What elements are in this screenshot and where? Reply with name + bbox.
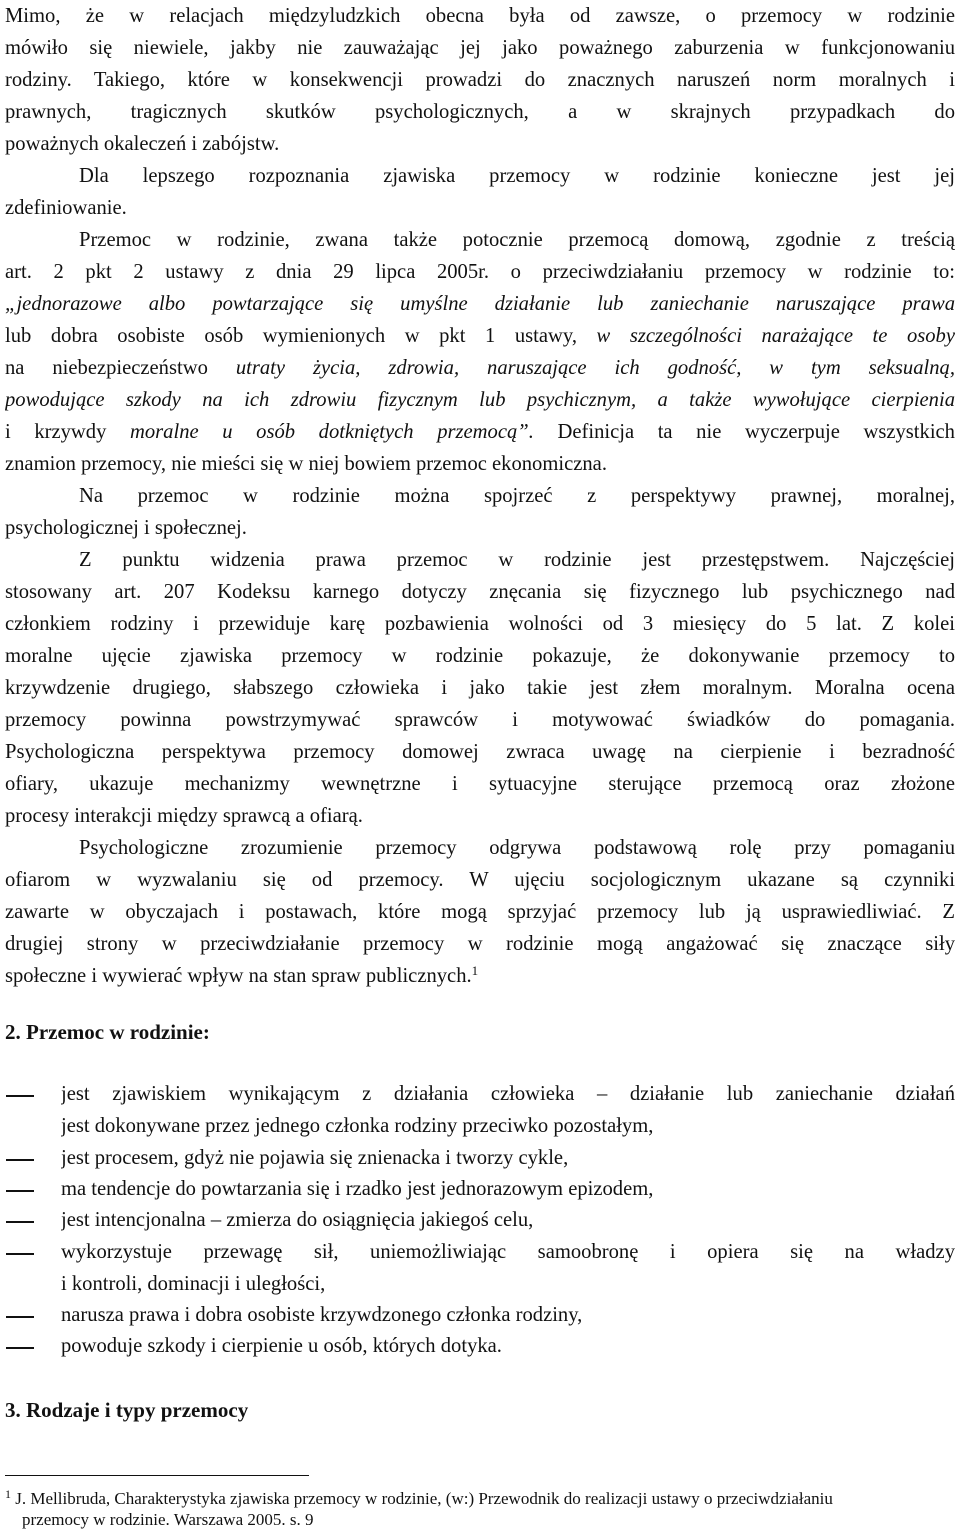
list-item: ma tendencje do powtarzania się i rzadko jest jednorazowym epizodem, xyxy=(61,1178,654,1200)
paragraph-line: członkiem rodziny i przewiduje karę pozbawienia wolności od 3 miesięcy do 5 lat. Z kolei xyxy=(5,613,955,635)
list-item: powoduje szkody i cierpienie u osób, których dotyka. xyxy=(61,1335,502,1357)
paragraph-line: krzywdzenie drugiego, słabszego człowieka i jako takie jest złem moralnym. Moralna ocena xyxy=(5,677,955,699)
footnote-line: $^1$ J. Mellibruda, Charakterystyka zjawiska przemocy w rodzinie, (w:) Przewodnik do realizacji ustawy o przeciwdziałaniu xyxy=(5,1489,833,1508)
dash-bullet-icon xyxy=(6,1159,34,1161)
paragraph-line: społeczne i wywierać wpływ na stan spraw publicznych.$^1$ xyxy=(5,964,479,987)
footnote-number: 1 xyxy=(5,1489,11,1501)
list-item: wykorzystuje przewagę sił, uniemożliwiając samoobronę i opiera się na władzy xyxy=(61,1241,955,1263)
paragraph-line: psychologicznej i społecznej. xyxy=(5,517,247,539)
dash-bullet-icon xyxy=(6,1095,34,1097)
paragraph-line: drugiej strony w przeciwdziałanie przemocy w rodzinie mogą angażować się znaczące siły xyxy=(5,933,955,955)
list-item: jest intencjonalna – zmierza do osiągnięcia jakiegoś celu, xyxy=(61,1209,534,1231)
definition-quote-line: lub dobra osobiste osób wymienionych w pkt 1 ustawy, w szczególności narażające te osoby xyxy=(5,325,955,347)
paragraph-line: znamion przemocy, nie mieści się w niej bowiem przemoc ekonomiczna. xyxy=(5,453,607,475)
list-item: jest procesem, gdyż nie pojawia się znienacka i tworzy cykle, xyxy=(61,1147,569,1169)
dash-bullet-icon xyxy=(6,1347,34,1349)
paragraph-line: Mimo, że w relacjach międzyludzkich obecna była od zawsze, o przemocy w rodzinie xyxy=(5,5,955,27)
paragraph-line: zawarte w obyczajach i postawach, które mogą sprzyjać przemocy lub ją usprawiedliwiać. Z xyxy=(5,901,955,923)
definition-quote-line: „jednorazowe albo powtarzające się umyślne działanie lub zaniechanie naruszające prawa xyxy=(5,293,955,315)
paragraph-line: Dla lepszego rozpoznania zjawiska przemocy w rodzinie konieczne jest jej xyxy=(79,165,955,187)
footnote-separator xyxy=(5,1475,309,1476)
paragraph-line: mówiło się niewiele, jakby nie zauważając jej jako poważnego zaburzenia w funkcjonowaniu xyxy=(5,37,955,59)
dash-bullet-icon xyxy=(6,1316,34,1318)
paragraph-line: prawnych, tragicznych skutków psychologicznych, a w skrajnych przypadkach do xyxy=(5,101,955,123)
list-item-continuation: jest dokonywane przez jednego członka rodziny przeciwko pozostałym, xyxy=(61,1115,654,1137)
paragraph-line: Przemoc w rodzinie, zwana także potocznie przemocą domową, zgodnie z treścią xyxy=(79,229,955,251)
paragraph-line: rodziny. Takiego, które w konsekwencji prowadzi do znacznych naruszeń norm moralnych i xyxy=(5,69,955,91)
paragraph-line: Z punktu widzenia prawa przemoc w rodzinie jest przestępstwem. Najczęściej xyxy=(79,549,955,571)
paragraph-line: Na przemoc w rodzinie można spojrzeć z perspektywy prawnej, moralnej, xyxy=(79,485,955,507)
footnote-line: przemocy w rodzinie. Warszawa 2005. s. 9 xyxy=(22,1510,314,1529)
dash-bullet-icon xyxy=(6,1221,34,1223)
paragraph-line: procesy interakcji między sprawcą a ofiarą. xyxy=(5,805,363,827)
paragraph-line: Psychologiczne zrozumienie przemocy odgrywa podstawową rolę przy pomaganiu xyxy=(79,837,955,859)
definition-quote-line: na niebezpieczeństwo utraty życia, zdrowia, naruszające ich godność, w tym seksualną, xyxy=(5,357,955,379)
dash-bullet-icon xyxy=(6,1190,34,1192)
paragraph-line: Psychologiczna perspektywa przemocy domowej zwraca uwagę na cierpienie i bezradność xyxy=(5,741,955,763)
definition-quote-line: powodujące szkody na ich zdrowiu fizycznym lub psychicznym, a także wywołujące cierpienia xyxy=(5,389,955,411)
paragraph-line: przemocy powinna powstrzymywać sprawców i motywować świadków do pomagania. xyxy=(5,709,955,731)
footnote-reference[interactable]: 1 xyxy=(471,964,479,978)
paragraph-line: moralne ujęcie zjawiska przemocy w rodzinie pokazuje, że dokonywanie przemocy to xyxy=(5,645,955,667)
definition-quote-line: i krzywdy moralne u osób dotkniętych przemocą”. Definicja ta nie wyczerpuje wszystkich xyxy=(5,421,955,443)
paragraph-line: zdefiniowanie. xyxy=(5,197,127,219)
paragraph-line: poważnych okaleczeń i zabójstw. xyxy=(5,133,280,155)
list-item-continuation: i kontroli, dominacji i uległości, xyxy=(61,1273,326,1295)
list-item: narusza prawa i dobra osobiste krzywdzonego członka rodziny, xyxy=(61,1304,583,1326)
list-item: jest zjawiskiem wynikającym z działania człowieka – działanie lub zaniechanie działań xyxy=(61,1083,955,1105)
paragraph-line: ofiarom w wyzwalaniu się od przemocy. W ujęciu socjologicznym ukazane są czynniki xyxy=(5,869,955,891)
dash-bullet-icon xyxy=(6,1253,34,1255)
paragraph-line: ofiary, ukazuje mechanizmy wewnętrzne i sytuacyjne sterujące przemocą oraz złożone xyxy=(5,773,955,795)
paragraph-line: stosowany art. 207 Kodeksu karnego dotyczy znęcania się fizycznego lub psychicznego nad xyxy=(5,581,955,603)
section-heading: 2. Przemoc w rodzinie: xyxy=(5,1020,210,1044)
section-heading: 3. Rodzaje i typy przemocy xyxy=(5,1398,249,1422)
paragraph-line: art. 2 pkt 2 ustawy z dnia 29 lipca 2005r. o przeciwdziałaniu przemocy w rodzinie to: xyxy=(5,261,955,283)
